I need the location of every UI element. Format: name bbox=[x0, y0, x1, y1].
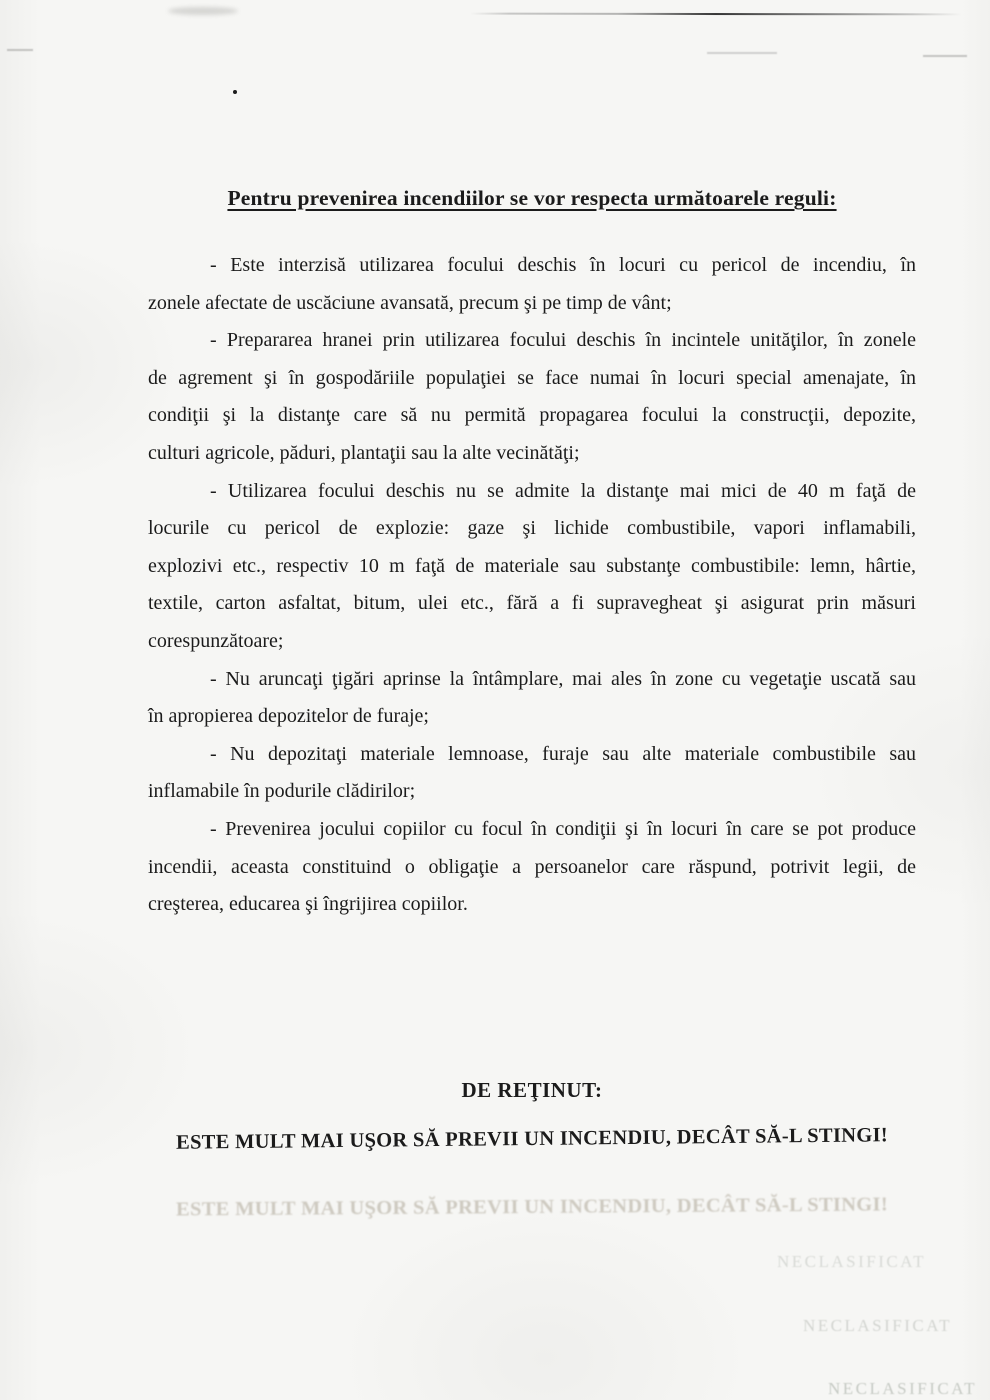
text-line: incendii, aceasta constituind o obligaţie a persoanelor care răspund, potrivit legii, de bbox=[148, 855, 916, 878]
paragraph bbox=[148, 811, 916, 924]
scan-dash-artifact bbox=[7, 49, 33, 51]
scan-line-artifact bbox=[470, 13, 962, 16]
text-line: creşterea, educarea şi îngrijirea copiilor. bbox=[148, 893, 468, 916]
document-title: Pentru prevenirea incendiilor se vor respecta următoarele reguli: bbox=[227, 186, 837, 210]
text-line: locurile cu pericol de explozie: gaze şi lichide combustibile, vapori inflamabili, bbox=[148, 517, 916, 540]
text-line: culturi agricole, păduri, plantaţii sau la alte vecinătăţi; bbox=[148, 441, 580, 464]
text-line: condiţii şi la distanţe care să nu permită propagarea focului la construcţii, depozite, bbox=[148, 404, 916, 427]
paragraph bbox=[148, 322, 916, 472]
text-line: - Prepararea hranei prin utilizarea focului deschis în incintele unităţilor, în zonele bbox=[210, 329, 916, 352]
scan-smudge-artifact bbox=[168, 7, 238, 15]
paragraph bbox=[148, 736, 916, 811]
text-line: de agrement şi în gospodăriile populaţiei se face numai în locuri special amenajate, în bbox=[148, 366, 916, 389]
paragraph bbox=[148, 247, 916, 322]
paragraph bbox=[148, 661, 916, 736]
text-line: - Nu aruncaţi ţigări aprinse la întâmplare, mai ales în zone cu vegetaţie uscată sau bbox=[210, 667, 916, 690]
classification-watermark: NECLASIFICAT bbox=[803, 1316, 953, 1335]
scan-dash-artifact bbox=[923, 55, 967, 57]
text-line: - Utilizarea focului deschis nu se admite la distanţe mai mici de 40 m faţă de bbox=[210, 479, 916, 502]
text-line: explozivi etc., respectiv 10 m faţă de materiale sau substanţe combustibile: lemn, hârtie, bbox=[148, 554, 916, 577]
note-heading: DE REŢINUT: bbox=[461, 1078, 603, 1102]
classification-watermark: NECLASIFICAT bbox=[777, 1252, 927, 1271]
text-line: textile, carton asfaltat, bitum, ulei etc., fără a fi supravegheat şi asigurat prin măsuri bbox=[148, 592, 916, 615]
text-line: - Este interzisă utilizarea focului deschis în locuri cu pericol de incendiu, în bbox=[210, 254, 916, 276]
slogan-bleedthrough: ESTE MULT MAI UŞOR SĂ PREVII UN INCENDIU, DECÂT SĂ-L STINGI! bbox=[175, 1193, 889, 1221]
text-line: - Nu depozitaţi materiale lemnoase, furaje sau alte materiale combustibile sau bbox=[210, 742, 916, 765]
text-line: inflamabile în podurile clădirilor; bbox=[148, 780, 416, 803]
text-line: corespunzătoare; bbox=[148, 629, 284, 652]
text-line: în apropierea depozitelor de furaje; bbox=[148, 705, 429, 728]
paragraph bbox=[148, 473, 916, 661]
body-paragraphs bbox=[148, 247, 916, 924]
classification-watermark: NECLASIFICAT bbox=[828, 1379, 978, 1398]
scan-dash-artifact bbox=[707, 52, 777, 54]
slogan-line: ESTE MULT MAI UŞOR SĂ PREVII UN INCENDIU, DECÂT SĂ-L STINGI! bbox=[175, 1124, 889, 1154]
text-line: - Prevenirea jocului copiilor cu focul în condiţii şi în locuri în care se pot produce bbox=[210, 817, 916, 840]
ink-dot-artifact bbox=[233, 90, 237, 94]
text-line: zonele afectate de uscăciune avansată, precum şi pe timp de vânt; bbox=[148, 291, 672, 314]
